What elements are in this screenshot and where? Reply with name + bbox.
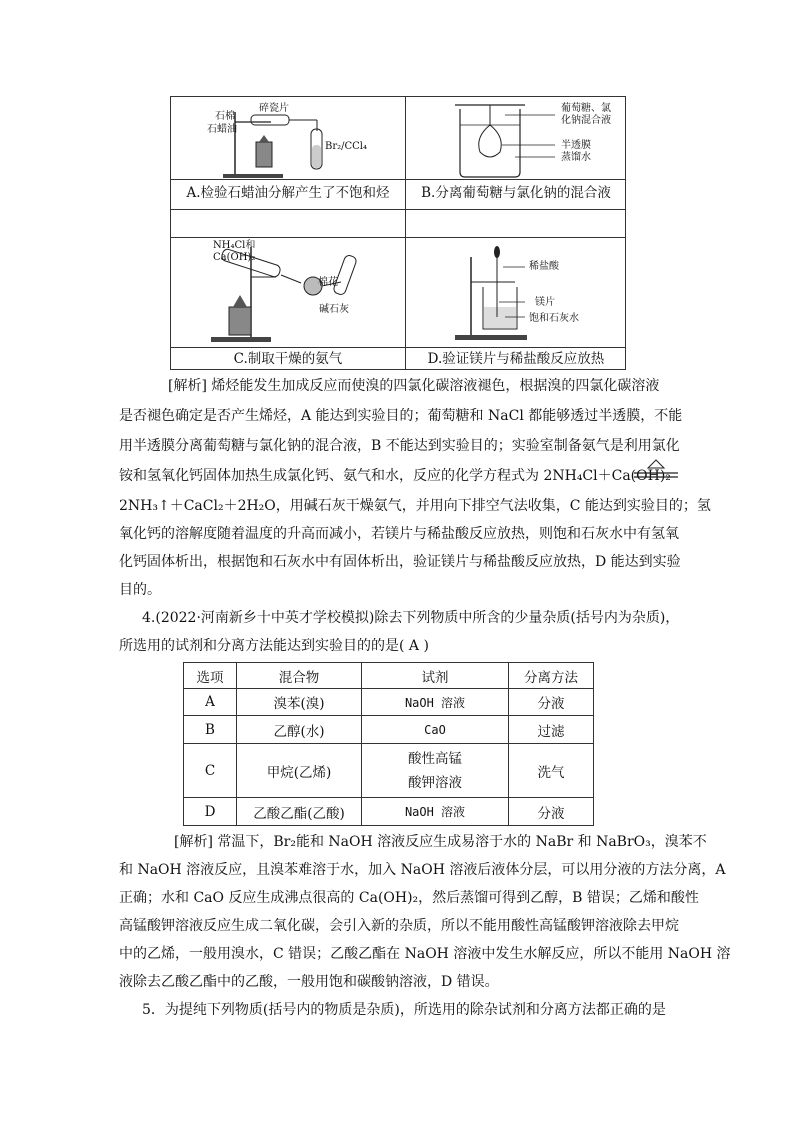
caption-d: D.验证镁片与稀盐酸反应放热 bbox=[427, 351, 605, 367]
analysis1-line: 铵和氢氧化钙固体加热生成氯化钙、氨气和水，反应的化学方程式为 2NH₄Cl＋Ca(OH)₂ bbox=[119, 468, 671, 484]
analysis1-line: [解析] 烯烃能发生加成反应而使溴的四氯化碳溶液褪色，根据溴的四氯化碳溶液 bbox=[168, 378, 660, 394]
label-water: 蒸馏水 bbox=[561, 152, 591, 163]
table-header: 试剂 bbox=[362, 663, 509, 689]
label-lime-d: 饱和石灰水 bbox=[529, 313, 579, 324]
analysis1-line: 目的。 bbox=[119, 582, 161, 598]
label-paraffin: 石蜡油 bbox=[207, 124, 237, 135]
cell-method: 洗气 bbox=[509, 744, 594, 798]
table-divider bbox=[171, 209, 625, 210]
cell-reagent: CaO bbox=[362, 716, 509, 744]
label-mix1: 葡萄糖、氯 bbox=[561, 103, 611, 114]
cell-reagent-line: 酸钾溶液 bbox=[408, 774, 462, 791]
cell-option: B bbox=[184, 716, 237, 744]
caption-c: C.制取干燥的氨气 bbox=[233, 351, 343, 367]
question4-line: 所选用的试剂和分离方法能达到实验目的的是( A ) bbox=[119, 638, 429, 654]
table-header: 混合物 bbox=[237, 663, 362, 689]
table-divider bbox=[171, 179, 625, 180]
analysis1-line: 化钙固体析出，根据饱和石灰水中有固体析出，验证镁片与稀盐酸反应放热，D 能达到实验 bbox=[119, 554, 681, 570]
label-porcelain: 碎瓷片 bbox=[259, 103, 289, 114]
analysis2-line: 高锰酸钾溶液反应生成二氧化碳，会引入新的杂质，所以不能用酸性高锰酸钾溶液除去甲烷 bbox=[119, 918, 679, 934]
cell-method: 分液 bbox=[509, 689, 594, 716]
cell-option: A bbox=[184, 689, 237, 716]
analysis2-line: [解析] 常温下，Br₂能和 NaOH 溶液反应生成易溶于水的 NaBr 和 NaBrO₃，溴苯不 bbox=[174, 834, 707, 850]
apparatus-d-diagram bbox=[405, 237, 627, 347]
label-reagent-a: Br₂/CCl₄ bbox=[325, 141, 368, 152]
cell-reagent bbox=[362, 744, 509, 798]
label-membrane: 半透膜 bbox=[561, 140, 591, 151]
table-header: 选项 bbox=[184, 663, 237, 689]
table-row bbox=[184, 744, 594, 798]
table-row bbox=[184, 689, 594, 716]
cell-mixture: 乙酸乙酯(乙酸) bbox=[237, 798, 362, 826]
apparatus-table bbox=[170, 96, 626, 370]
analysis2-line: 液除去乙酸乙酯中的乙酸，一般用饱和碳酸钠溶液，D 错误。 bbox=[119, 974, 499, 990]
label-mix2: 化钠混合液 bbox=[561, 115, 611, 126]
analysis2-line: 中的乙烯，一般用溴水，C 错误；乙酸乙酯在 NaOH 溶液中发生水解反应，所以不能用 NaOH 溶 bbox=[119, 946, 731, 962]
label-acid: 稀盐酸 bbox=[529, 261, 559, 272]
cell-mixture: 乙醇(水) bbox=[237, 716, 362, 744]
label-cotton: 棉花 bbox=[318, 277, 338, 288]
heating-condition-symbol bbox=[632, 458, 680, 488]
apparatus-c-diagram bbox=[171, 237, 405, 347]
cell-method: 分液 bbox=[509, 798, 594, 826]
table-divider bbox=[171, 347, 625, 348]
caption-b: B.分离葡萄糖与氯化钠的混合液 bbox=[421, 185, 611, 201]
label-mg: 镁片 bbox=[535, 297, 555, 308]
cell-reagent: NaOH 溶液 bbox=[362, 798, 509, 826]
cell-reagent-line: 酸性高锰 bbox=[408, 750, 462, 767]
cell-mixture: 甲烷(乙烯) bbox=[237, 744, 362, 798]
table-header: 分离方法 bbox=[509, 663, 594, 689]
label-reagent-c2: Ca(OH)₂ bbox=[213, 252, 256, 263]
caption-a: A.检验石蜡油分解产生了不饱和烃 bbox=[186, 185, 390, 201]
label-asbestos: 石棉 bbox=[215, 111, 235, 122]
question4-line: 4.(2022·河南新乡十中英才学校模拟)除去下列物质中所含的少量杂质(括号内为杂质)， bbox=[142, 610, 680, 626]
analysis1-line: 氧化钙的溶解度随着温度的升高而减小，若镁片与稀盐酸反应放热，则饱和石灰水中有氢氧 bbox=[119, 526, 679, 542]
analysis1-line: 2NH₃↑＋CaCl₂＋2H₂O，用碱石灰干燥氨气，并用向下排空气法收集，C 能达到实验目的；氢 bbox=[119, 498, 711, 514]
analysis2-line: 正确；水和 CaO 反应生成沸点很高的 Ca(OH)₂，然后蒸馏可得到乙醇，B 错误；乙烯和酸性 bbox=[119, 890, 699, 906]
table-row bbox=[184, 716, 594, 744]
analysis1-line: 用半透膜分离葡萄糖与氯化钠的混合液，B 不能达到实验目的；实验室制备氨气是利用氯化 bbox=[119, 438, 680, 454]
label-lime-c: 碱石灰 bbox=[319, 304, 349, 315]
analysis2-line: 和 NaOH 溶液反应，且溴苯难溶于水，加入 NaOH 溶液后液体分层，可以用分液的方法分离，A bbox=[119, 862, 726, 878]
cell-option: C bbox=[184, 744, 237, 798]
cell-option: D bbox=[184, 798, 237, 826]
reagent-table bbox=[183, 662, 594, 826]
question5-line: 5．为提纯下列物质(括号内的物质是杂质)，所选用的除杂试剂和分离方法都正确的是 bbox=[142, 1002, 666, 1018]
cell-mixture: 溴苯(溴) bbox=[237, 689, 362, 716]
cell-reagent: NaOH 溶液 bbox=[362, 689, 509, 716]
analysis1-line: 是否褪色确定是否产生烯烃，A 能达到实验目的；葡萄糖和 NaCl 都能够透过半透膜，不能 bbox=[119, 408, 683, 424]
label-reagent-c1: NH₄Cl和 bbox=[213, 240, 256, 251]
table-row bbox=[184, 798, 594, 826]
cell-method: 过滤 bbox=[509, 716, 594, 744]
